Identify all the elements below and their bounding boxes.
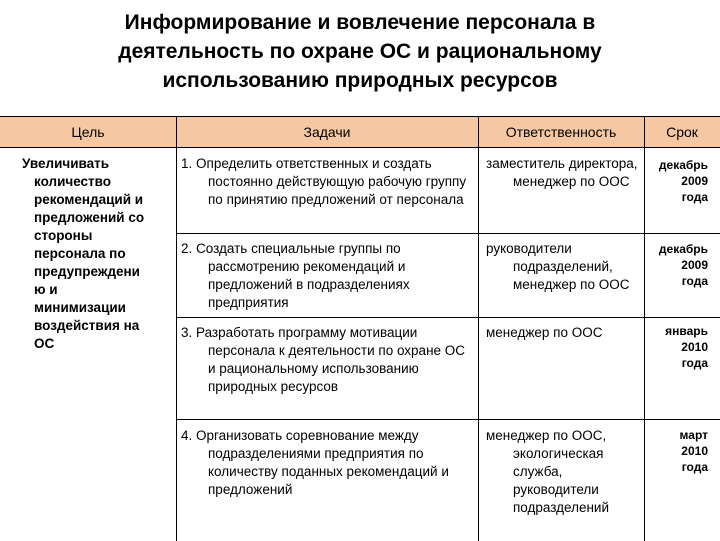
term-year: 2009 [681,174,708,188]
title-line: Информирование и вовлечение персонала в [124,11,596,34]
task-cell: 4. Организовать соревнование между подразделениями предприятия по количеству поданных рекомендаций и предложений [181,428,449,497]
responsibility-cell: менеджер по ООС [486,325,603,340]
term-suffix: года [681,356,708,370]
task-cell: 2. Создать специальные группы по рассмотрению рекомендаций и предложений в подразделениях предприятия [181,241,410,310]
goal-line: рекомендаций и [34,192,144,207]
page-title [40,8,680,95]
header-responsibility: Ответственность [505,124,617,140]
row-divider [176,419,720,420]
term-year: 2010 [681,444,708,458]
term-month: март [679,428,708,442]
term-cell [650,241,708,289]
term-year: 2010 [681,340,708,354]
column-divider [478,117,479,541]
term-cell [650,157,708,205]
term-cell [650,323,708,371]
goal-line: персонала по [34,246,126,261]
row-divider [176,317,720,318]
responsibility-cell: менеджер по ООС, экологическая служба, руководители подразделений [486,428,610,515]
goal-line: стороны [34,228,93,243]
term-month: декабрь [658,242,708,256]
goal-line: Увеличивать [22,156,110,171]
task-cell: 3. Разработать программу мотивации персонала к деятельности по охране ОС и рациональному использованию природных ресурсов [181,325,466,394]
header-term: Срок [666,124,698,140]
term-suffix: года [681,274,708,288]
goal-line: воздействия на [34,318,140,333]
term-month: декабрь [658,158,708,172]
title-line: использованию природных ресурсов [162,69,558,92]
responsibility-cell: заместитель директора, менеджер по ООС [486,156,638,189]
goal-line: ОС [34,336,55,351]
goal-cell [22,155,169,353]
term-suffix: года [681,460,708,474]
task-cell: 1. Определить ответственных и создать постоянно действующую рабочую группу по принятию предложений от персонала [181,156,467,207]
goal-line: предупреждени [34,264,140,279]
header-goal: Цель [71,124,105,140]
goal-line: количество [34,174,112,189]
responsibility-cell: руководители подразделений, менеджер по ООС [486,241,630,292]
column-divider [176,117,177,541]
term-cell [650,427,708,475]
title-line: деятельность по охране ОС и рациональному [118,40,602,63]
header-tasks: Задачи [303,124,351,140]
goal-line: ю и [34,282,58,297]
term-month: январь [665,324,708,338]
goal-line: минимизации [34,300,126,315]
row-divider [176,233,720,234]
term-suffix: года [681,190,708,204]
measures-table [0,116,720,541]
column-divider [644,117,645,541]
goal-line: предложений со [34,210,145,225]
term-year: 2009 [681,258,708,272]
